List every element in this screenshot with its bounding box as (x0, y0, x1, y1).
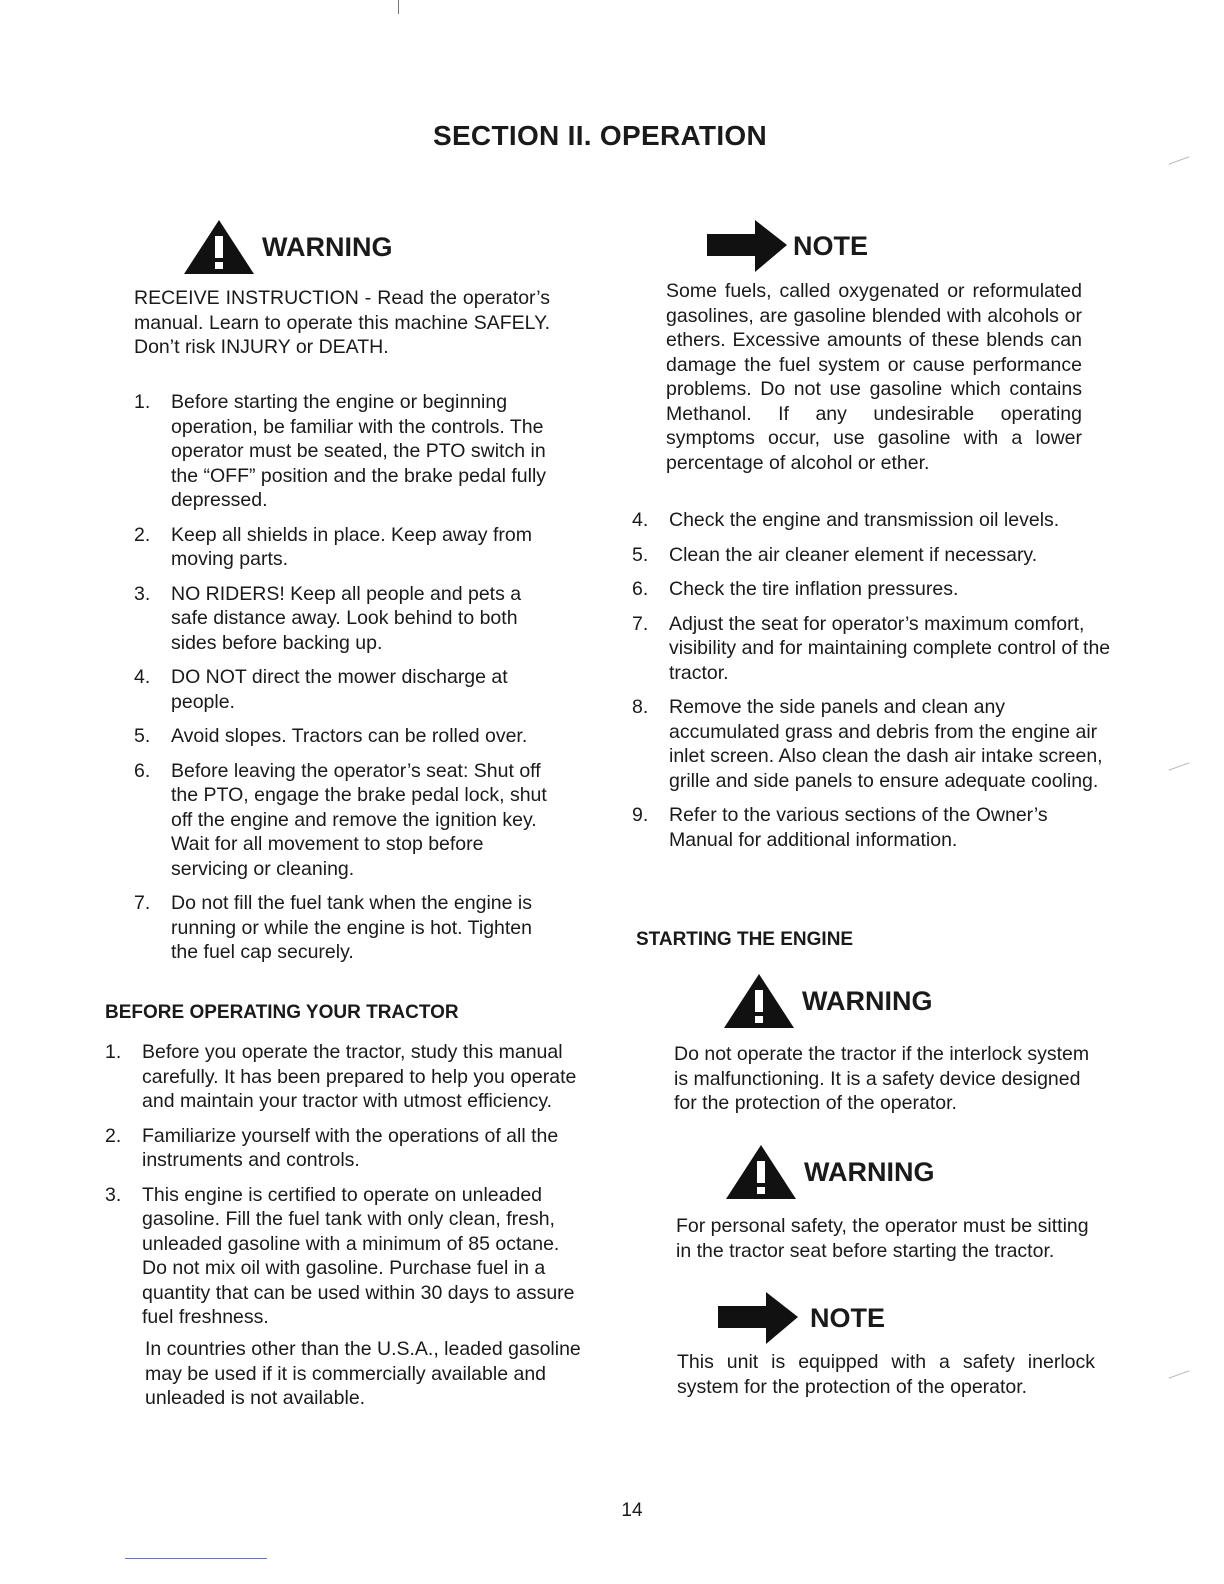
list-item (134, 665, 552, 714)
list-item (632, 543, 1112, 568)
item-number: 2. (105, 1124, 122, 1147)
item-number: 2. (134, 523, 151, 546)
item-text: Before starting the engine or beginning operation, be familiar with the controls. The operator must be seated, the PTO switch in the “OFF” position and the brake pedal fully depressed. (171, 391, 547, 511)
list-item (134, 724, 552, 749)
item-text: Check the tire inflation pressures. (669, 578, 959, 600)
scan-mark (1168, 762, 1189, 770)
page-title: SECTION II. OPERATION (432, 120, 768, 151)
warning-triangle-icon (724, 1143, 798, 1201)
item-number: 9. (632, 804, 649, 826)
item-text: Avoid slopes. Tractors can be rolled over. (171, 725, 528, 747)
item-text: Clean the air cleaner element if necessary. (669, 543, 1038, 566)
item-number: 4. (134, 666, 151, 688)
item-number: 6. (134, 759, 151, 782)
item-text: Adjust the seat for operator’s maximum comfort, visibility and for maintaining complete control of the tractor. (669, 612, 1111, 684)
item-number: 7. (134, 892, 151, 914)
before-operating-heading: BEFORE OPERATING YOUR TRACTOR (105, 1002, 459, 1023)
item-text: This engine is certified to operate on unleaded gasoline. Fill the fuel tank with only clean, fresh, unleaded gasoline with a minimum of 85 octane. Do not mix oil with gasoline. Purchase fuel in a quantity that can be used within 30 days to assure fuel freshness. (142, 1183, 575, 1328)
warning-label: WARNING (262, 231, 393, 262)
arrow-right-icon (705, 218, 789, 274)
warning-intro: RECEIVE INSTRUCTION - Read the operator’s manual. Learn to operate this machine SAFELY. Don’t risk INJURY or DEATH. (134, 287, 550, 358)
arrow-right-icon (716, 1290, 800, 1346)
item-number: 6. (632, 578, 649, 600)
item-number: 4. (632, 509, 649, 531)
list-item (632, 508, 1112, 533)
safety-list (134, 390, 552, 975)
note-text: Some fuels, called oxygenated or reformulated gasolines, are gasoline blended with alcohols or ethers. Excessive amounts of these blends can damage the fuel system or cause performance problems. Do not use gasoline which contains Methanol. If any undesirable operating symptoms occur, use gasoline with a lower percentage of alcohol or ether. (666, 280, 1082, 474)
item-number: 7. (632, 612, 649, 635)
list-item (632, 803, 1112, 852)
item-text: NO RIDERS! Keep all people and pets a safe distance away. Look behind to both sides before backing up. (171, 582, 522, 654)
item-text: Check the engine and transmission oil levels. (669, 509, 1060, 531)
item-number: 3. (134, 582, 151, 605)
item-number: 5. (632, 543, 649, 566)
item-text: Familiarize yourself with the operations of all the instruments and controls. (142, 1124, 559, 1171)
item-text: Refer to the various sections of the Owner’s Manual for additional information. (669, 804, 1048, 851)
scan-mark (1168, 1370, 1189, 1378)
warning-label: WARNING (804, 1156, 935, 1187)
scan-mark (1168, 156, 1189, 164)
item-text: Do not fill the fuel tank when the engine is running or while the engine is hot. Tighten the fuel cap securely. (171, 892, 532, 963)
item-number: 8. (632, 696, 649, 718)
interlock-note-text: This unit is equipped with a safety inerlock system for the protection of the operator. (677, 1351, 1095, 1398)
list-item (105, 1183, 585, 1330)
before-operating-note: In countries other than the U.S.A., leaded gasoline may be used if it is commercially available and unleaded is not available. (145, 1338, 581, 1409)
note-header (705, 218, 868, 274)
list-item (134, 390, 552, 513)
warning-header (724, 1143, 935, 1201)
scan-underline (125, 1558, 267, 1559)
list-item (134, 582, 552, 656)
item-text: Before you operate the tractor, study this manual carefully. It has been prepared to help you operate and maintain your tractor with utmost efficiency. (142, 1041, 577, 1112)
list-item (134, 891, 552, 965)
list-item (105, 1040, 585, 1114)
item-text: Remove the side panels and clean any accumulated grass and debris from the engine air inlet screen. Also clean the dash air intake screen, grille and side panels to ensure adequate cooling. (669, 696, 1103, 792)
item-text: DO NOT direct the mower discharge at people. (171, 666, 508, 713)
warning-triangle-icon (182, 218, 256, 276)
preparation-list (632, 508, 1112, 862)
item-number: 5. (134, 725, 151, 747)
before-operating-list (105, 1040, 585, 1340)
list-item (134, 759, 552, 882)
starting-engine-heading: STARTING THE ENGINE (636, 929, 854, 950)
note-label: NOTE (810, 1302, 886, 1333)
item-number: 3. (105, 1183, 122, 1206)
note-header (716, 1290, 885, 1346)
list-item (632, 612, 1112, 686)
warning-triangle-icon (722, 972, 796, 1030)
list-item (105, 1124, 585, 1173)
seat-warning-text: For personal safety, the operator must be sitting in the tractor seat before starting the tractor. (676, 1215, 1089, 1262)
item-text: Before leaving the operator’s seat: Shut off the PTO, engage the brake pedal lock, shut off the engine and remove the ignition key. Wait for all movement to stop before servicing or cleaning. (171, 759, 547, 880)
page-number: 14 (621, 1500, 643, 1521)
list-item (134, 523, 552, 572)
note-label: NOTE (793, 230, 869, 261)
warning-header (182, 218, 393, 276)
warning-header (722, 972, 933, 1030)
warning-label: WARNING (802, 985, 933, 1016)
interlock-warning-text: Do not operate the tractor if the interlock system is malfunctioning. It is a safety device designed for the protection of the operator. (674, 1043, 1090, 1114)
item-text: Keep all shields in place. Keep away from moving parts. (171, 523, 532, 570)
item-number: 1. (105, 1041, 122, 1063)
list-item (632, 695, 1112, 793)
scan-mark (398, 0, 399, 14)
list-item (632, 577, 1112, 602)
item-number: 1. (134, 391, 151, 413)
